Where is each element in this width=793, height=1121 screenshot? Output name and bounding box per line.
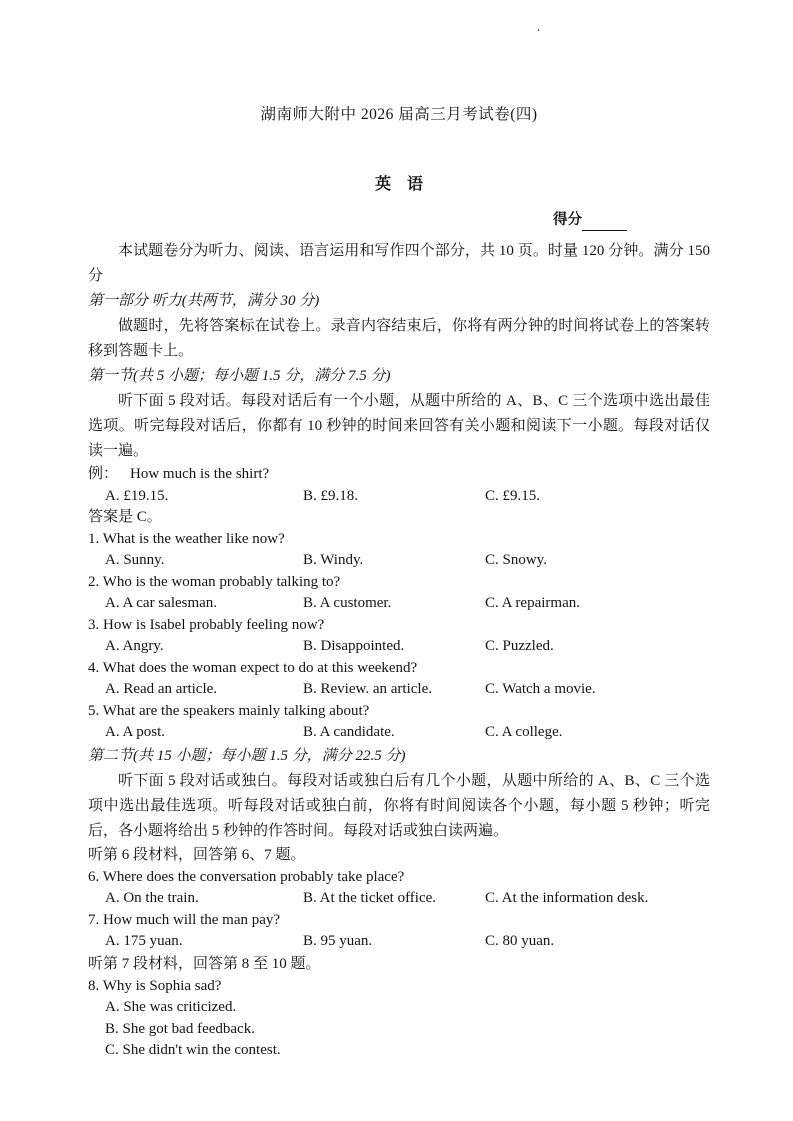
section1-instructions: 听下面 5 段对话。每段对话后有一个小题，从题中所给的 A、B、C 三个选项中选出最佳选项。听完每段对话后，你都有 10 秒钟的时间来回答有关小题和阅读下一小题。每段对话仅读一遍。 bbox=[88, 393, 710, 459]
material-6-note: 听第 6 段材料，回答第 6、7 题。 bbox=[88, 846, 306, 863]
question-1-options bbox=[88, 550, 710, 572]
section2-instructions: 听下面 5 段对话或独白。每段对话或独白后有几个小题，从题中所给的 A、B、C 三个选项中选出最佳选项。听每段对话或独白前，你将有时间阅读各个小题，每小题 5 秒钟；听完后，各小题将给出 5 秒钟的作答时间。每段对话或独白读两遍。 bbox=[88, 772, 710, 839]
score-label: 得分 bbox=[553, 212, 582, 228]
section1-heading: 第一节(共 5 小题；每小题 1.5 分，满分 7.5 分) bbox=[88, 368, 391, 384]
example-label: 例： bbox=[88, 466, 119, 482]
score-blank-line bbox=[582, 215, 627, 231]
option-b: B. A candidate. bbox=[303, 724, 395, 740]
option-c: C. £9.15. bbox=[485, 487, 541, 504]
question-5: 5. What are the speakers mainly talking about? bbox=[88, 702, 370, 719]
question-6-options bbox=[88, 888, 710, 910]
page-top-dot: . bbox=[537, 19, 541, 34]
option-b: B. £9.18. bbox=[303, 487, 359, 504]
question-3: 3. How is Isabel probably feeling now? bbox=[88, 616, 325, 633]
subject-title: 英 语 bbox=[374, 176, 423, 193]
question-8: 8. Why is Sophia sad? bbox=[88, 977, 222, 994]
question-4: 4. What does the woman expect to do at this weekend? bbox=[88, 659, 418, 676]
option-c: C. At the information desk. bbox=[485, 890, 649, 906]
option-b: B. Disappointed. bbox=[303, 638, 405, 654]
question-6: 6. Where does the conversation probably take place? bbox=[88, 868, 405, 885]
question-2-options bbox=[88, 593, 710, 615]
question-7-options bbox=[88, 931, 710, 953]
material-7-note: 听第 7 段材料，回答第 8 至 10 题。 bbox=[88, 955, 321, 972]
option-b: B. Windy. bbox=[303, 552, 364, 568]
option-a: A. Sunny. bbox=[105, 552, 165, 568]
score-row bbox=[553, 209, 710, 231]
page-content bbox=[88, 0, 710, 1062]
exam-overview: 本试题卷分为听力、阅读、语言运用和写作四个部分，共 10 页。时量 120 分钟。满分 150 分 bbox=[88, 243, 710, 284]
option-b: B. At the ticket office. bbox=[303, 890, 437, 906]
answer-transfer-note: 做题时，先将答案标在试卷上。录音内容结束后，你将有两分钟的时间将试卷上的答案转移到答题卡上。 bbox=[88, 318, 710, 359]
option-c: C. 80 yuan. bbox=[485, 933, 555, 949]
option-a: A. 175 yuan. bbox=[105, 933, 183, 949]
section2-heading: 第二节(共 15 小题；每小题 1.5 分，满分 22.5 分) bbox=[88, 747, 406, 764]
option-a: A. A post. bbox=[105, 724, 166, 740]
option-c: C. A college. bbox=[485, 724, 563, 740]
option-c: C. Puzzled. bbox=[485, 638, 554, 654]
question-1: 1. What is the weather like now? bbox=[88, 530, 285, 547]
question-4-options bbox=[88, 679, 710, 701]
option-a: A. A car salesman. bbox=[105, 595, 218, 611]
option-b: B. A customer. bbox=[303, 595, 392, 611]
option-c: C. A repairman. bbox=[485, 595, 580, 611]
option-a: A. Read an article. bbox=[105, 681, 218, 697]
question-5-options bbox=[88, 722, 710, 744]
question-2: 2. Who is the woman probably talking to? bbox=[88, 573, 341, 590]
option-c: C. Snowy. bbox=[485, 552, 547, 568]
part1-heading: 第一部分 听力(共两节，满分 30 分) bbox=[88, 293, 320, 309]
option-a: A. Angry. bbox=[105, 638, 164, 654]
question-8-option-b: B. She got bad feedback. bbox=[105, 1020, 255, 1037]
example-question: How much is the shirt? bbox=[130, 466, 270, 482]
exam-title: 湖南师大附中 2026 届高三月考试卷(四) bbox=[260, 106, 538, 123]
question-8-option-a: A. She was criticized. bbox=[105, 999, 237, 1015]
example-options-row bbox=[88, 486, 710, 508]
example-question-row bbox=[88, 464, 710, 486]
option-b: B. 95 yuan. bbox=[303, 933, 373, 949]
question-3-options bbox=[88, 636, 710, 658]
example-answer: 答案是 C。 bbox=[88, 509, 162, 525]
option-a: A. On the train. bbox=[105, 890, 199, 906]
option-c: C. Watch a movie. bbox=[485, 681, 596, 697]
option-a: A. £19.15. bbox=[105, 487, 169, 504]
question-7: 7. How much will the man pay? bbox=[88, 911, 281, 928]
option-b: B. Review. an article. bbox=[303, 681, 432, 697]
question-8-option-c: C. She didn't win the contest. bbox=[105, 1042, 281, 1058]
